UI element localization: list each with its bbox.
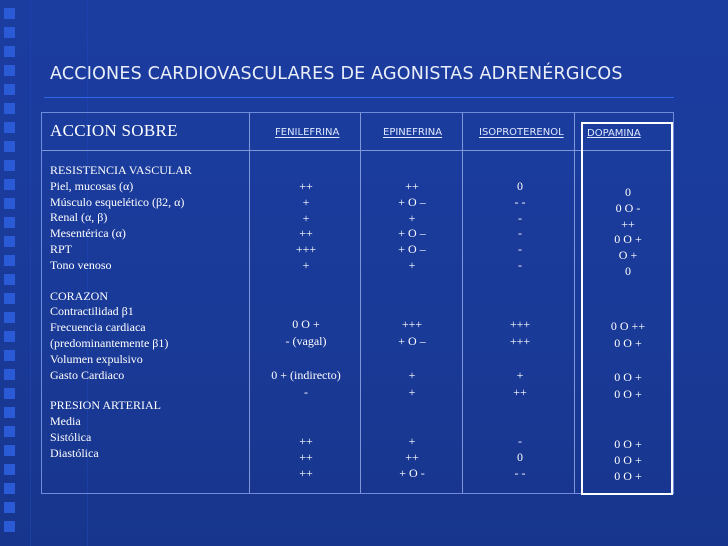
row-label: Mesentérica (α) <box>50 226 126 241</box>
value: ++ <box>299 434 313 448</box>
dopamina-presion <box>580 437 676 484</box>
value: + O - <box>399 465 425 480</box>
value: 0 <box>625 263 631 278</box>
epinefrina-presion <box>364 434 460 481</box>
epinefrina-vascular <box>364 179 460 274</box>
isoproterenol-corazon <box>472 316 568 401</box>
header-accion-sobre: ACCION SOBRE <box>50 121 178 140</box>
value: ++ <box>405 449 419 464</box>
isoproterenol-vascular <box>472 179 568 274</box>
value: + <box>408 434 416 448</box>
value: ++ <box>621 216 635 231</box>
value: + <box>302 257 310 272</box>
value: + <box>408 385 416 399</box>
value: ++ <box>513 385 527 399</box>
value: - <box>518 434 522 448</box>
header-isoproterenol: ISOPROTERENOL <box>479 127 564 138</box>
value: +++ <box>509 334 531 348</box>
dopamina-vascular <box>580 185 676 280</box>
epinefrina-corazon <box>364 316 460 401</box>
row-label: Sistólica <box>50 429 92 444</box>
value: + O – <box>398 242 426 257</box>
value: + <box>302 210 310 225</box>
value: 0 O + <box>292 317 320 331</box>
section-presion-arterial: PRESION ARTERIAL <box>50 398 161 413</box>
value: ++ <box>299 226 313 241</box>
fenilefrina-vascular <box>258 179 354 274</box>
column-divider <box>249 113 250 493</box>
row-label: Volumen expulsivo <box>50 351 143 366</box>
value: + O – <box>398 194 426 209</box>
value: O + <box>618 248 638 263</box>
value: 0 <box>517 449 523 464</box>
row-label: Músculo esquelético (β2, α) <box>50 194 185 209</box>
column-divider <box>360 113 361 493</box>
row-label: Contractilidad β1 <box>50 304 134 319</box>
value: - <box>518 210 522 225</box>
header-dopamina: DOPAMINA <box>587 128 641 139</box>
value: 0 <box>517 179 523 193</box>
row-label: Gasto Cardiaco <box>50 367 125 382</box>
section-resistencia-vascular: RESISTENCIA VASCULAR <box>50 163 192 177</box>
row-label: Media <box>50 414 81 429</box>
value: - (vagal) <box>285 334 327 348</box>
value: 0 O + <box>614 468 642 483</box>
fenilefrina-presion <box>258 434 354 481</box>
fenilefrina-corazon <box>258 316 354 401</box>
value: + <box>516 368 524 382</box>
value: 0 O ++ <box>610 319 646 333</box>
value: - <box>304 385 308 399</box>
value: - <box>518 257 522 272</box>
value: 0 O + <box>614 387 642 401</box>
value: ++ <box>405 179 419 193</box>
value: 0 O + <box>614 370 642 384</box>
value: + O – <box>398 226 426 241</box>
value: 0 <box>625 185 631 199</box>
header-divider <box>42 150 673 151</box>
value: ++ <box>299 449 313 464</box>
row-label: Diastólica <box>50 445 99 460</box>
row-label: (predominantemente β1) <box>50 335 169 350</box>
row-labels <box>50 163 192 462</box>
value: 0 O - <box>615 200 641 215</box>
column-divider <box>462 113 463 493</box>
value: 0 O + <box>614 336 642 350</box>
value: 0 + (indirecto) <box>271 368 341 382</box>
decorative-squares <box>0 0 20 546</box>
value: - <box>518 226 522 241</box>
value: - <box>518 242 522 257</box>
header-fenilefrina: FENILEFRINA <box>275 127 340 138</box>
value: +++ <box>401 317 423 331</box>
value: +++ <box>295 242 317 257</box>
isoproterenol-presion <box>472 434 568 481</box>
value: ++ <box>299 465 313 480</box>
title-underline <box>44 97 674 98</box>
row-label: RPT <box>50 241 73 256</box>
column-divider <box>574 113 575 493</box>
value: - - <box>514 465 526 480</box>
section-corazon: CORAZON <box>50 288 109 303</box>
value: 0 O + <box>614 452 642 467</box>
value: 0 O + <box>614 232 642 247</box>
value: + <box>302 194 310 209</box>
value: + <box>408 257 416 272</box>
row-label: Renal (α, β) <box>50 210 108 225</box>
value: + O – <box>398 334 426 348</box>
header-epinefrina: EPINEFRINA <box>383 127 443 138</box>
value: + <box>408 210 416 225</box>
row-label: Tono venoso <box>50 257 112 272</box>
row-label: Frecuencia cardiaca <box>50 320 146 335</box>
value: ++ <box>299 179 313 193</box>
decorative-vline <box>30 0 31 546</box>
value: 0 O + <box>614 437 642 451</box>
value: - - <box>514 194 526 209</box>
dopamina-corazon <box>580 318 676 403</box>
value: +++ <box>509 317 531 331</box>
page-title: ACCIONES CARDIOVASCULARES DE AGONISTAS ADRENÉRGICOS <box>50 64 623 84</box>
value: + <box>408 368 416 382</box>
row-label: Piel, mucosas (α) <box>50 178 134 193</box>
